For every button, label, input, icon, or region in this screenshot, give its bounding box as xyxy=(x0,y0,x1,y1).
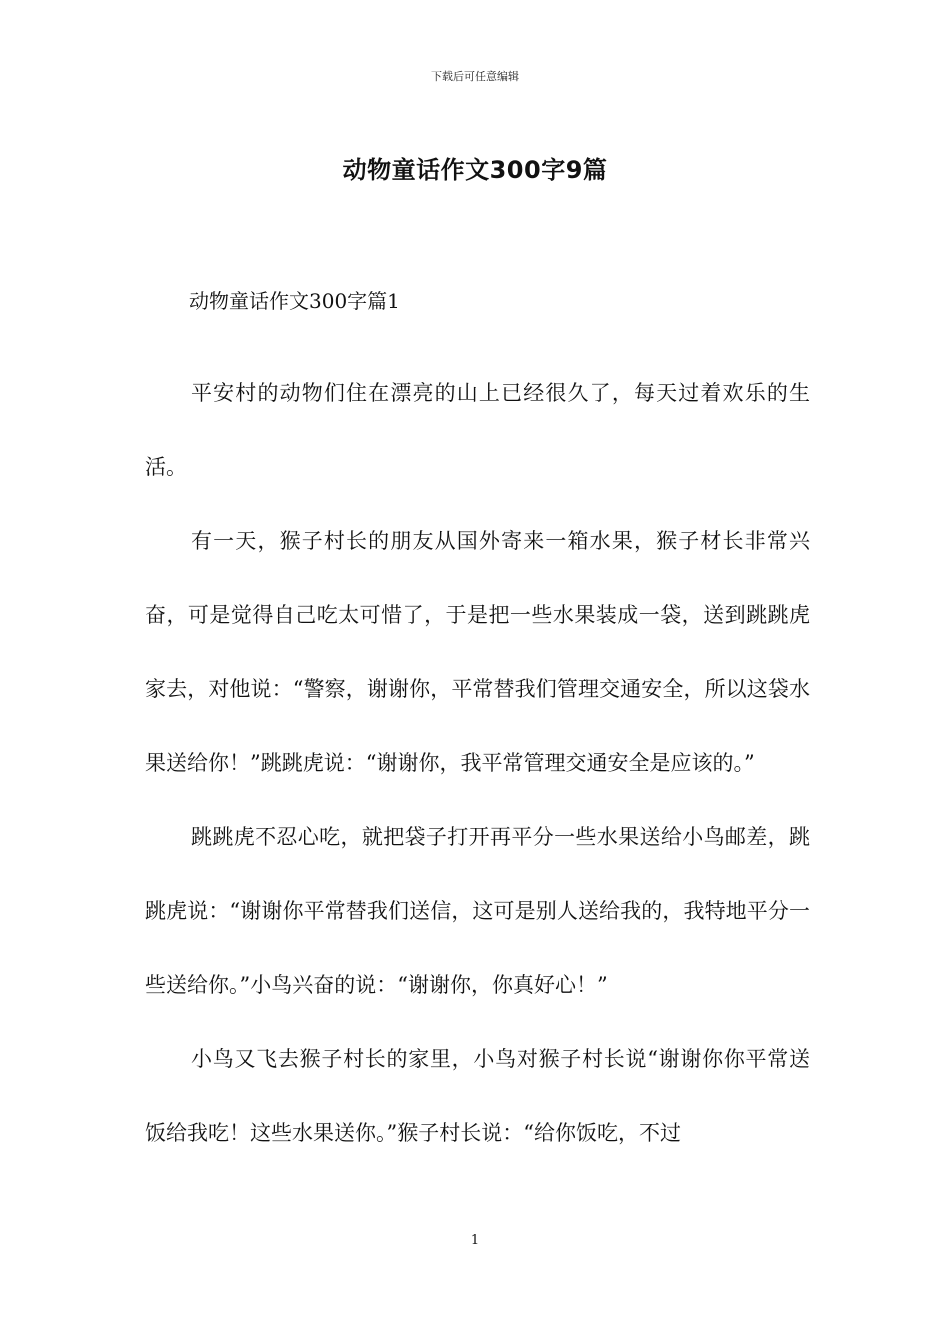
paragraph: 平安村的动物们住在漂亮的山上已经很久了，每天过着欢乐的生活。 xyxy=(145,381,810,479)
paragraph: 跳跳虎不忍心吃，就把袋子打开再平分一些水果送给小鸟邮差，跳跳虎说：“谢谢你平常替我们送信，这可是别人送给我的，我特地平分一些送给你。”小鸟兴奋的说：“谢谢你，你真好心！” xyxy=(145,825,810,997)
section-heading: 动物童话作文300字篇1 xyxy=(189,289,400,313)
document-title: 动物童话作文300字9篇 xyxy=(342,156,608,184)
page-number: 1 xyxy=(470,1233,480,1248)
document-body xyxy=(145,282,810,1170)
paragraph: 有一天，猴子村长的朋友从国外寄来一箱水果，猴子材长非常兴奋，可是觉得自己吃太可惜了，于是把一些水果装成一袋，送到跳跳虎家去，对他说：“警察，谢谢你，平常替我们管理交通安全，所以这袋水果送给你！”跳跳虎说：“谢谢你，我平常管理交通安全是应该的。” xyxy=(145,529,810,775)
header-note: 下载后可任意编辑 xyxy=(431,70,519,83)
paragraph: 小鸟又飞去猴子村长的家里，小鸟对猴子村长说“谢谢你你平常送饭给我吃！这些水果送你。”猴子村长说：“给你饭吃，不过 xyxy=(145,1047,810,1145)
